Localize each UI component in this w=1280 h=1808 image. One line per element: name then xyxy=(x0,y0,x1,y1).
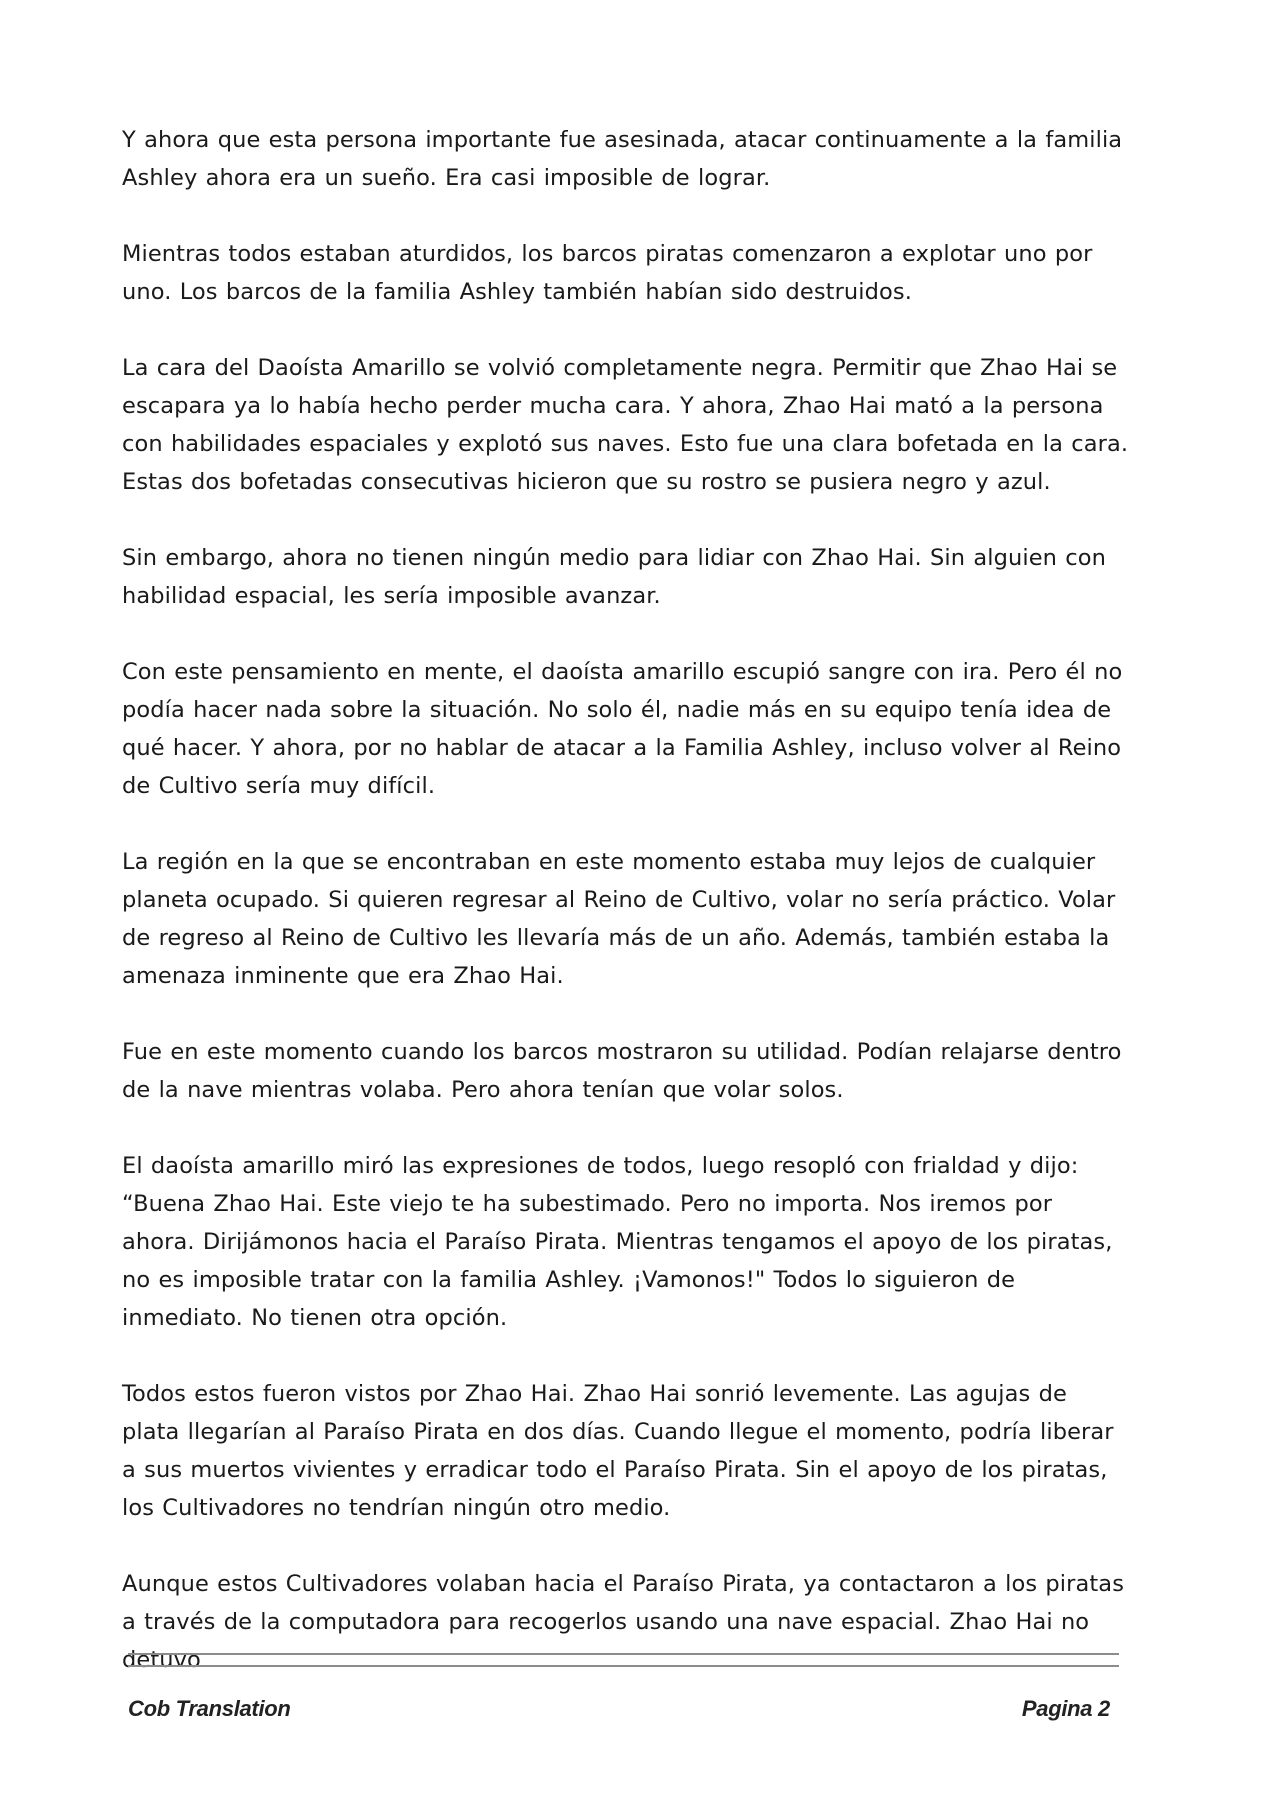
paragraph-1: Y ahora que esta persona importante fue asesinada, atacar continuamente a la familia Ashley ahora era un sueño. Era casi imposible de lograr. xyxy=(122,127,1123,191)
paragraph-3: La cara del Daoísta Amarillo se volvió completamente negra. Permitir que Zhao Hai se escapara ya lo había hecho perder mucha cara. Y ahora, Zhao Hai mató a la persona con habilidades espaciales y explotó sus naves. Esto fue una clara bofetada en la cara. Estas dos bofetadas consecutivas hicieron que su rostro se pusiera negro y azul. xyxy=(122,355,1129,495)
footer-translator-credit: Cob Translation xyxy=(128,1696,291,1721)
paragraph-10: Aunque estos Cultivadores volaban hacia el Paraíso Pirata, ya contactaron a los piratas a través de la computadora para recogerlos usando una nave espacial. Zhao Hai no detuvo xyxy=(122,1571,1125,1673)
paragraph-4: Sin embargo, ahora no tienen ningún medio para lidiar con Zhao Hai. Sin alguien con habilidad espacial, les sería imposible avanzar. xyxy=(122,545,1106,609)
document-body xyxy=(122,121,1132,1717)
paragraph-5: Con este pensamiento en mente, el daoísta amarillo escupió sangre con ira. Pero él no podía hacer nada sobre la situación. No solo él, nadie más en su equipo tenía idea de qué hacer. Y ahora, por no hablar de atacar a la Familia Ashley, incluso volver al Reino de Cultivo sería muy difícil. xyxy=(122,659,1123,799)
footer-divider-top xyxy=(128,1653,1119,1655)
paragraph-9: Todos estos fueron vistos por Zhao Hai. Zhao Hai sonrió levemente. Las agujas de plata llegarían al Paraíso Pirata en dos días. Cuando llegue el momento, podría liberar a sus muertos vivientes y erradicar todo el Paraíso Pirata. Sin el apoyo de los piratas, los Cultivadores no tendrían ningún otro medio. xyxy=(122,1381,1114,1521)
paragraph-2: Mientras todos estaban aturdidos, los barcos piratas comenzaron a explotar uno por uno. Los barcos de la familia Ashley también habían sido destruidos. xyxy=(122,241,1093,305)
footer-page-number: Pagina 2 xyxy=(1021,1696,1110,1721)
footer-divider-bottom xyxy=(128,1665,1119,1667)
paragraph-7: Fue en este momento cuando los barcos mostraron su utilidad. Podían relajarse dentro de la nave mientras volaba. Pero ahora tenían que volar solos. xyxy=(122,1039,1122,1103)
paragraph-8: El daoísta amarillo miró las expresiones de todos, luego resopló con frialdad y dijo: “Buena Zhao Hai. Este viejo te ha subestimado. Pero no importa. Nos iremos por ahora. Dirijámonos hacia el Paraíso Pirata. Mientras tengamos el apoyo de los piratas, no es imposible tratar con la familia Ashley. ¡Vamonos!" Todos lo siguieron de inmediato. No tienen otra opción. xyxy=(122,1153,1113,1331)
paragraph-6: La región en la que se encontraban en este momento estaba muy lejos de cualquier planeta ocupado. Si quieren regresar al Reino de Cultivo, volar no sería práctico. Volar de regreso al Reino de Cultivo les llevaría más de un año. Además, también estaba la amenaza inminente que era Zhao Hai. xyxy=(122,849,1116,989)
